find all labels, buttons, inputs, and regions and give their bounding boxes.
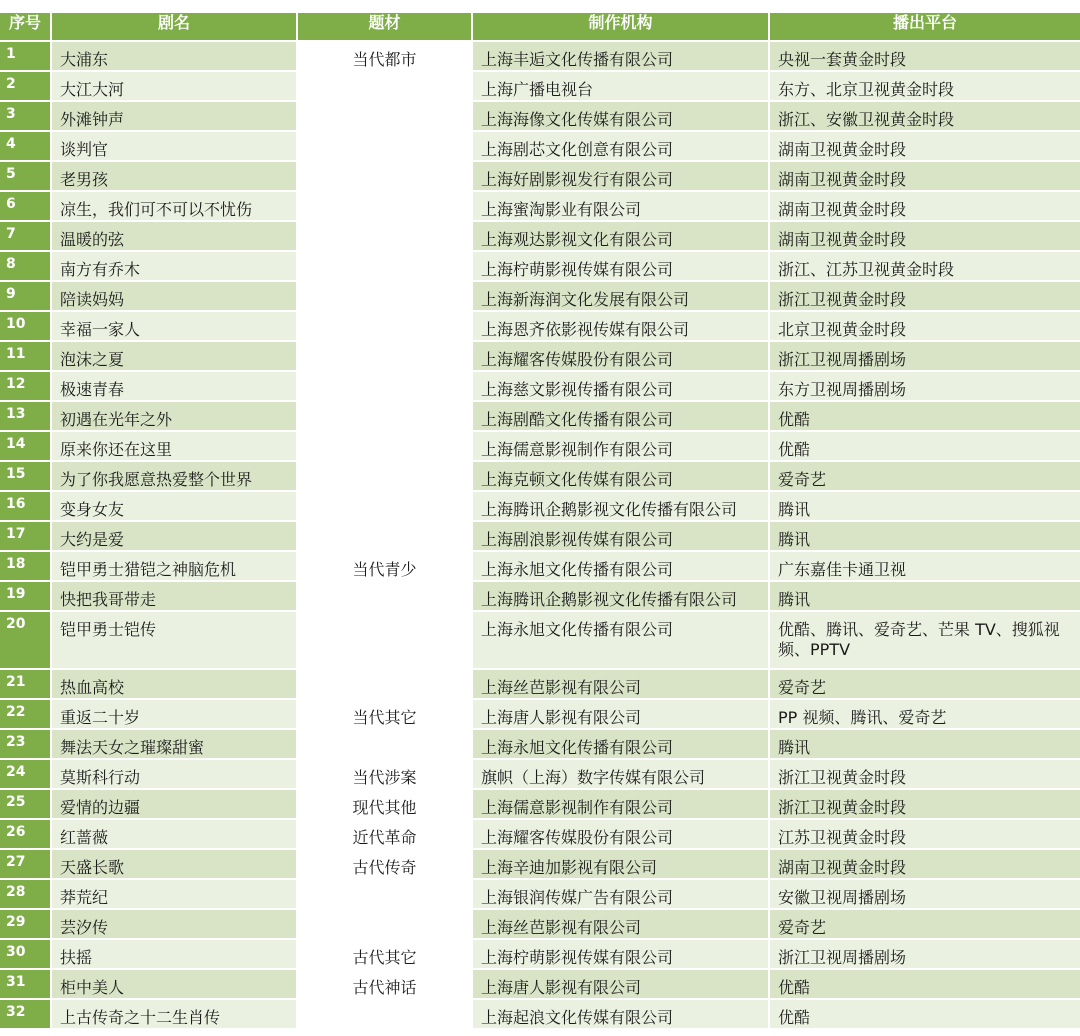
producer: 上海广播电视台 (473, 72, 768, 100)
row-number: 2 (0, 72, 50, 100)
drama-title: 泡沫之夏 (52, 342, 296, 370)
row-number: 21 (0, 670, 50, 698)
drama-title: 芸汐传 (52, 910, 296, 938)
platform: PP 视频、腾讯、爱奇艺 (770, 700, 1080, 728)
platform: 浙江卫视周播剧场 (770, 342, 1080, 370)
row-number: 24 (0, 760, 50, 788)
row-number: 10 (0, 312, 50, 340)
topic-group: 当代涉案 (298, 760, 471, 788)
header-no: 序号 (0, 13, 50, 40)
row-number: 14 (0, 432, 50, 460)
topic-group: 当代都市 (298, 42, 471, 550)
row-number: 13 (0, 402, 50, 430)
drama-title: 莽荒纪 (52, 880, 296, 908)
producer: 上海耀客传媒股份有限公司 (473, 342, 768, 370)
row-number: 19 (0, 582, 50, 610)
row-number: 11 (0, 342, 50, 370)
row-number: 12 (0, 372, 50, 400)
producer: 上海恩齐依影视传媒有限公司 (473, 312, 768, 340)
drama-title: 大江大河 (52, 72, 296, 100)
drama-title: 为了你我愿意热爱整个世界 (52, 462, 296, 490)
platform: 湖南卫视黄金时段 (770, 192, 1080, 220)
producer: 上海克顿文化传媒有限公司 (473, 462, 768, 490)
producer: 上海腾讯企鹅影视文化传播有限公司 (473, 582, 768, 610)
producer: 上海剧酷文化传播有限公司 (473, 402, 768, 430)
topic-group: 现代其他 (298, 790, 471, 818)
producer: 上海好剧影视发行有限公司 (473, 162, 768, 190)
platform: 东方卫视周播剧场 (770, 372, 1080, 400)
drama-title: 爱情的边疆 (52, 790, 296, 818)
topic-group: 近代革命 (298, 820, 471, 848)
topic-group: 当代其它 (298, 700, 471, 758)
row-number: 28 (0, 880, 50, 908)
producer: 上海柠萌影视传媒有限公司 (473, 252, 768, 280)
row-number: 20 (0, 612, 50, 668)
platform: 优酷 (770, 432, 1080, 460)
platform: 爱奇艺 (770, 670, 1080, 698)
producer: 上海新海润文化发展有限公司 (473, 282, 768, 310)
platform: 东方、北京卫视黄金时段 (770, 72, 1080, 100)
drama-title: 谈判官 (52, 132, 296, 160)
drama-title: 温暖的弦 (52, 222, 296, 250)
platform: 广东嘉佳卡通卫视 (770, 552, 1080, 580)
platform: 爱奇艺 (770, 910, 1080, 938)
row-number: 8 (0, 252, 50, 280)
row-number: 25 (0, 790, 50, 818)
row-number: 31 (0, 970, 50, 998)
platform: 优酷 (770, 402, 1080, 430)
platform: 湖南卫视黄金时段 (770, 850, 1080, 878)
producer: 上海永旭文化传播有限公司 (473, 730, 768, 758)
platform: 浙江卫视黄金时段 (770, 760, 1080, 788)
producer: 上海蜜淘影业有限公司 (473, 192, 768, 220)
producer: 上海银润传媒广告有限公司 (473, 880, 768, 908)
drama-title: 幸福一家人 (52, 312, 296, 340)
row-number: 30 (0, 940, 50, 968)
platform: 腾讯 (770, 522, 1080, 550)
row-number: 18 (0, 552, 50, 580)
header-topic: 题材 (298, 13, 471, 40)
drama-title: 柜中美人 (52, 970, 296, 998)
producer: 上海唐人影视有限公司 (473, 970, 768, 998)
row-number: 26 (0, 820, 50, 848)
row-number: 6 (0, 192, 50, 220)
producer: 上海儒意影视制作有限公司 (473, 790, 768, 818)
drama-title: 大浦东 (52, 42, 296, 70)
platform: 优酷、腾讯、爱奇艺、芒果 TV、搜狐视频、PPTV (770, 612, 1080, 668)
producer: 旗帜（上海）数字传媒有限公司 (473, 760, 768, 788)
drama-title: 外滩钟声 (52, 102, 296, 130)
drama-title: 大约是爱 (52, 522, 296, 550)
producer: 上海永旭文化传播有限公司 (473, 612, 768, 668)
platform: 腾讯 (770, 730, 1080, 758)
drama-title: 红蔷薇 (52, 820, 296, 848)
platform: 腾讯 (770, 492, 1080, 520)
producer: 上海柠萌影视传媒有限公司 (473, 940, 768, 968)
drama-title: 扶摇 (52, 940, 296, 968)
drama-title: 重返二十岁 (52, 700, 296, 728)
platform: 优酷 (770, 970, 1080, 998)
drama-title: 老男孩 (52, 162, 296, 190)
platform: 浙江卫视周播剧场 (770, 940, 1080, 968)
drama-title: 凉生，我们可不可以不忧伤 (52, 192, 296, 220)
producer: 上海丝芭影视有限公司 (473, 910, 768, 938)
producer: 上海剧浪影视传媒有限公司 (473, 522, 768, 550)
drama-title: 快把我哥带走 (52, 582, 296, 610)
platform: 江苏卫视黄金时段 (770, 820, 1080, 848)
topic-group: 古代其它 (298, 940, 471, 968)
producer: 上海观达影视文化有限公司 (473, 222, 768, 250)
row-number: 27 (0, 850, 50, 878)
row-number: 7 (0, 222, 50, 250)
drama-title: 天盛长歌 (52, 850, 296, 878)
drama-title: 陪读妈妈 (52, 282, 296, 310)
row-number: 32 (0, 1000, 50, 1028)
row-number: 15 (0, 462, 50, 490)
drama-title: 极速青春 (52, 372, 296, 400)
platform: 央视一套黄金时段 (770, 42, 1080, 70)
header-platform: 播出平台 (770, 13, 1080, 40)
producer: 上海剧芯文化创意有限公司 (473, 132, 768, 160)
producer: 上海永旭文化传播有限公司 (473, 552, 768, 580)
row-number: 22 (0, 700, 50, 728)
drama-title: 铠甲勇士猎铠之神脑危机 (52, 552, 296, 580)
producer: 上海腾讯企鹅影视文化传播有限公司 (473, 492, 768, 520)
producer: 上海儒意影视制作有限公司 (473, 432, 768, 460)
drama-title: 变身女友 (52, 492, 296, 520)
producer: 上海辛迪加影视有限公司 (473, 850, 768, 878)
platform: 浙江、安徽卫视黄金时段 (770, 102, 1080, 130)
producer: 上海唐人影视有限公司 (473, 700, 768, 728)
platform: 湖南卫视黄金时段 (770, 162, 1080, 190)
producer: 上海起浪文化传媒有限公司 (473, 1000, 768, 1028)
drama-title: 莫斯科行动 (52, 760, 296, 788)
platform: 湖南卫视黄金时段 (770, 132, 1080, 160)
producer: 上海丰逅文化传播有限公司 (473, 42, 768, 70)
header-producer: 制作机构 (473, 13, 768, 40)
producer: 上海丝芭影视有限公司 (473, 670, 768, 698)
row-number: 5 (0, 162, 50, 190)
row-number: 1 (0, 42, 50, 70)
platform: 腾讯 (770, 582, 1080, 610)
drama-title: 舞法天女之璀璨甜蜜 (52, 730, 296, 758)
platform: 安徽卫视周播剧场 (770, 880, 1080, 908)
row-number: 17 (0, 522, 50, 550)
header-title: 剧名 (52, 13, 296, 40)
topic-group: 古代传奇 (298, 850, 471, 938)
row-number: 23 (0, 730, 50, 758)
row-number: 3 (0, 102, 50, 130)
platform: 浙江卫视黄金时段 (770, 282, 1080, 310)
row-number: 16 (0, 492, 50, 520)
row-number: 29 (0, 910, 50, 938)
platform: 爱奇艺 (770, 462, 1080, 490)
platform: 优酷 (770, 1000, 1080, 1028)
producer: 上海海像文化传媒有限公司 (473, 102, 768, 130)
drama-title: 南方有乔木 (52, 252, 296, 280)
drama-title: 上古传奇之十二生肖传 (52, 1000, 296, 1028)
platform: 浙江卫视黄金时段 (770, 790, 1080, 818)
row-number: 9 (0, 282, 50, 310)
producer: 上海慈文影视传播有限公司 (473, 372, 768, 400)
drama-title: 初遇在光年之外 (52, 402, 296, 430)
platform: 浙江、江苏卫视黄金时段 (770, 252, 1080, 280)
producer: 上海耀客传媒股份有限公司 (473, 820, 768, 848)
drama-title: 热血高校 (52, 670, 296, 698)
topic-group: 古代神话 (298, 970, 471, 1028)
row-number: 4 (0, 132, 50, 160)
platform: 湖南卫视黄金时段 (770, 222, 1080, 250)
topic-group: 当代青少 (298, 552, 471, 698)
platform: 北京卫视黄金时段 (770, 312, 1080, 340)
drama-title: 铠甲勇士铠传 (52, 612, 296, 668)
drama-title: 原来你还在这里 (52, 432, 296, 460)
